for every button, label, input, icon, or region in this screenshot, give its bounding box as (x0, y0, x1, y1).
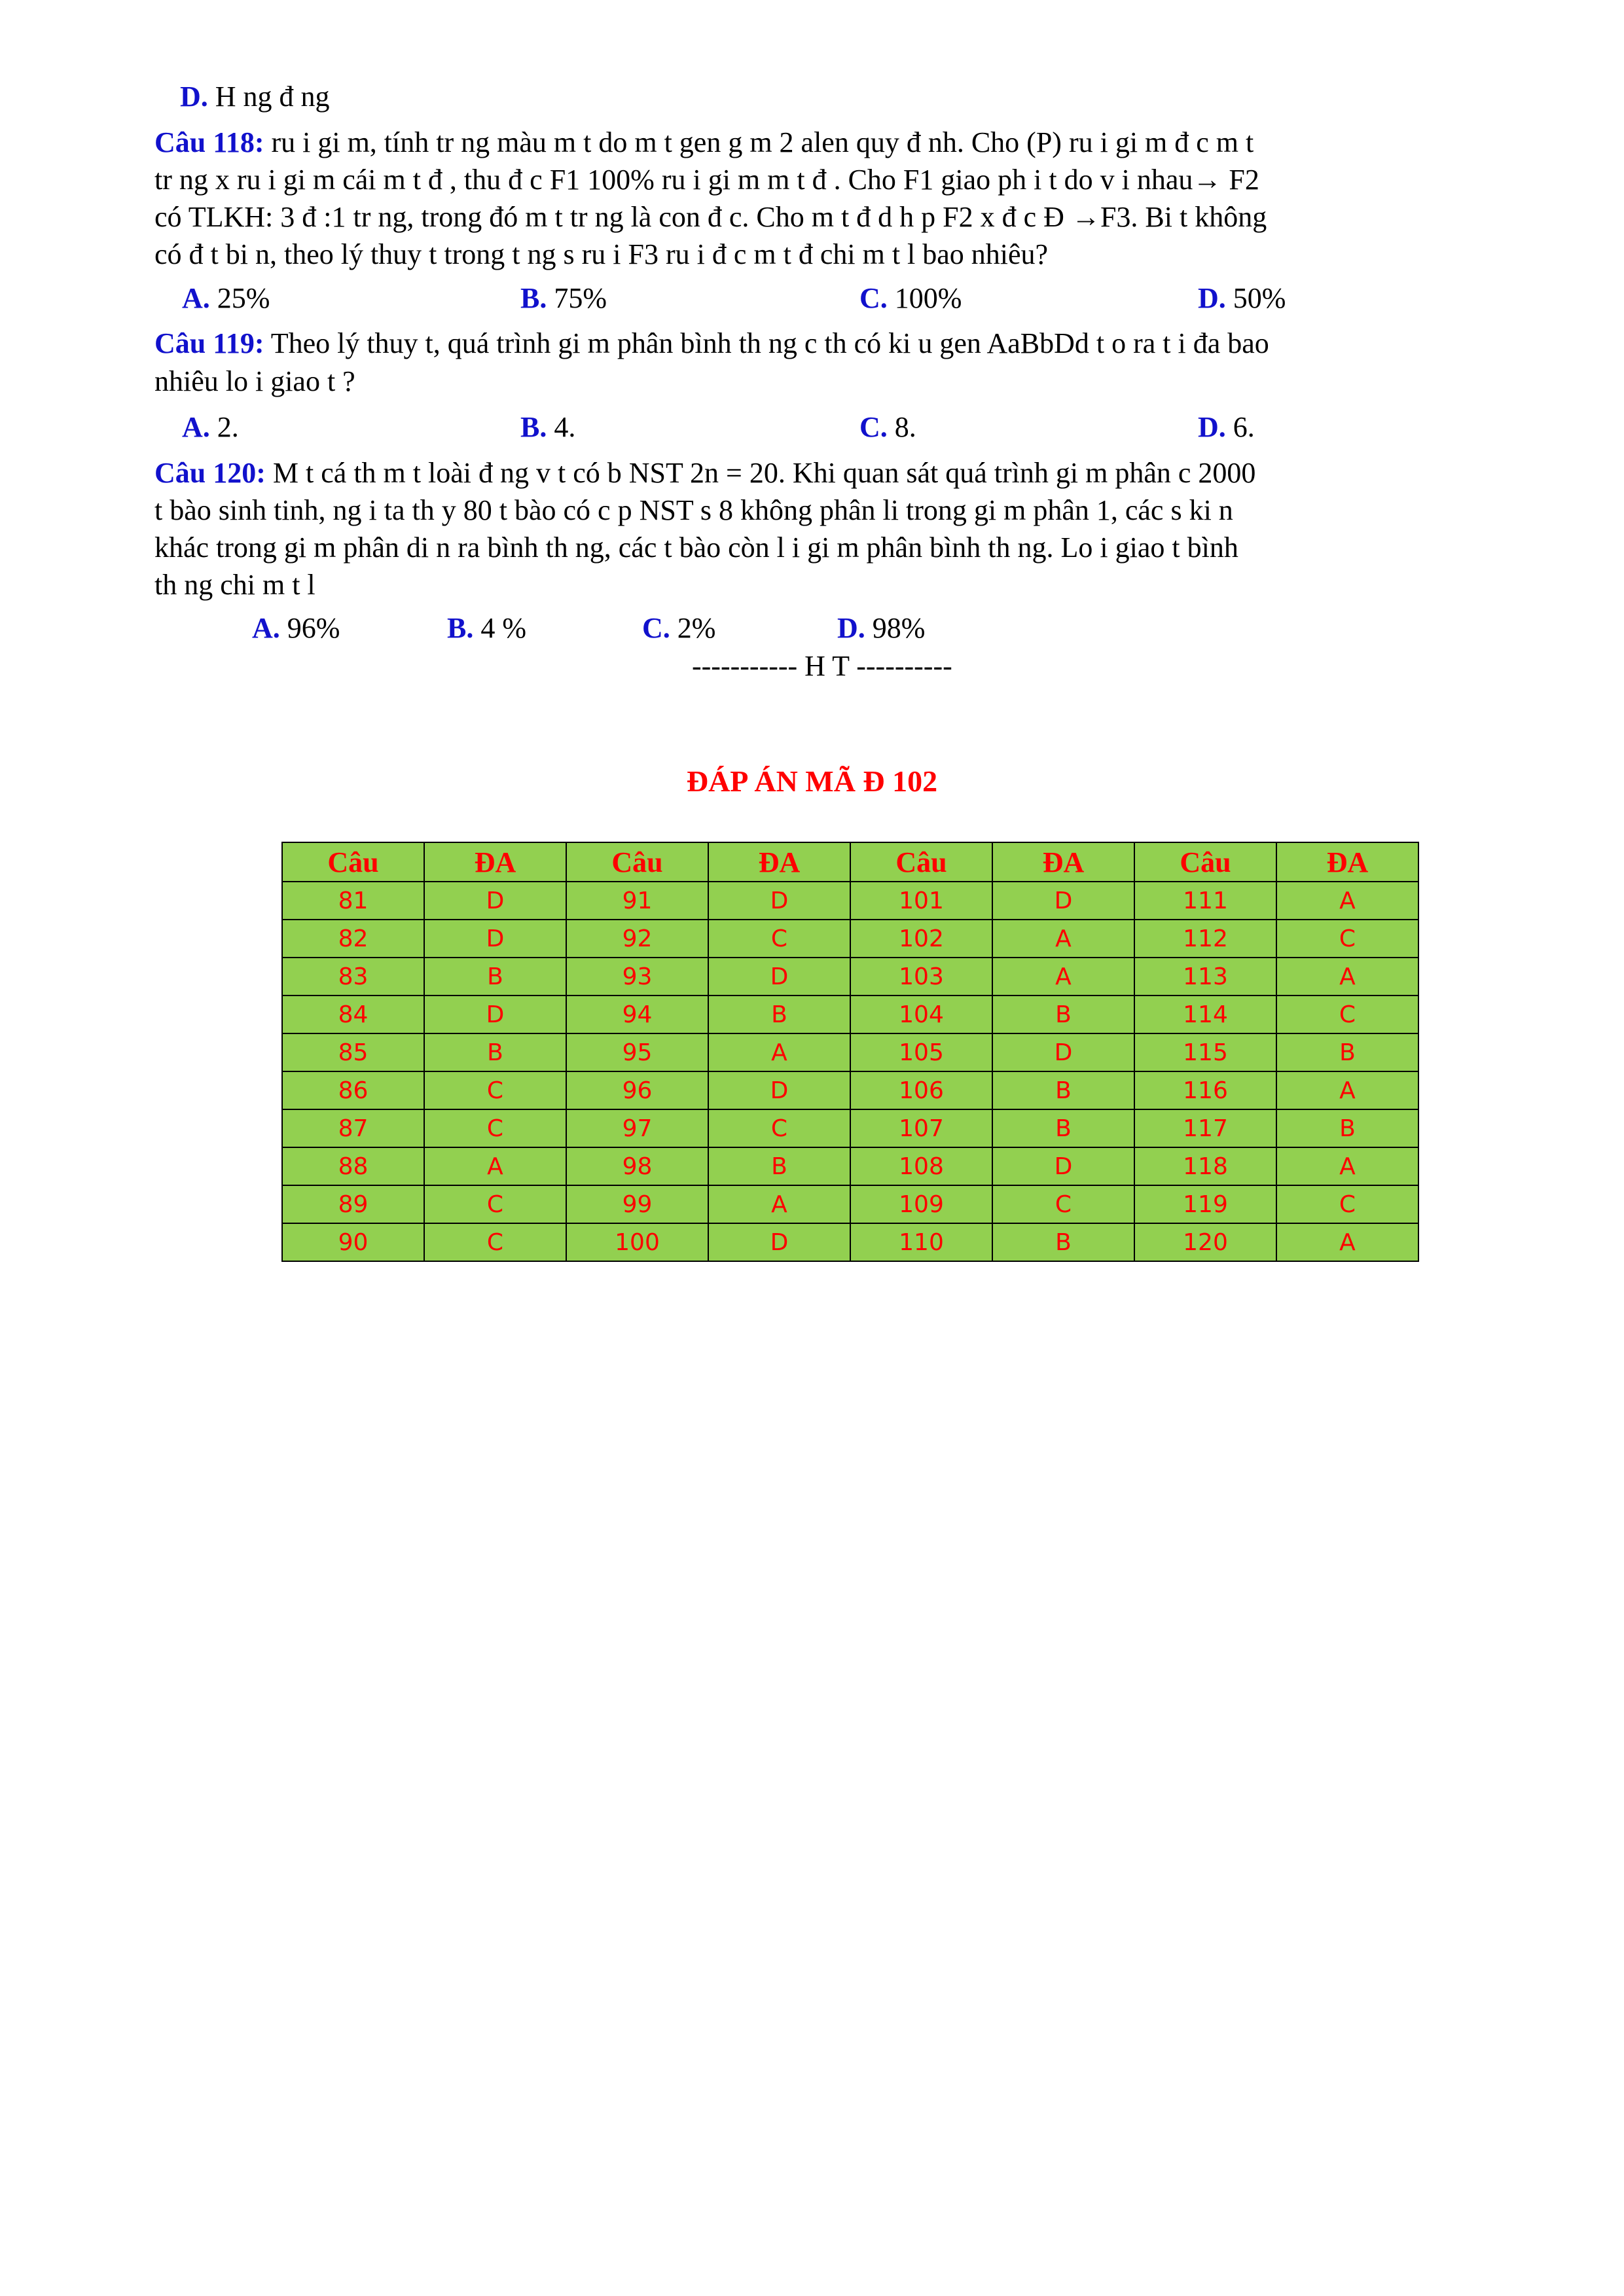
question-number-cell: 114 (1134, 996, 1276, 1033)
question-number-cell: 85 (282, 1033, 424, 1071)
q118-option-b (520, 280, 607, 317)
option-letter: C. (859, 411, 888, 443)
option-text: 4. (547, 411, 576, 443)
answer-cell: B (1276, 1109, 1418, 1147)
answer-key-title: ĐÁP ÁN MÃ Đ 102 (686, 764, 938, 798)
option-text: 100% (887, 282, 962, 314)
column-header: ĐA (424, 842, 566, 882)
q120-option-a (252, 610, 340, 647)
question-120-line-3 (154, 529, 1238, 566)
question-119-line-1 (154, 325, 1269, 362)
answer-cell: B (424, 1033, 566, 1071)
table-row (282, 920, 1418, 958)
q119-option-c (859, 409, 916, 446)
question-text: khác trong gi m phân di n ra bình th ng, các t bào còn l i gi m phân bình th ng. Lo i giao t bình (154, 531, 1238, 564)
option-letter: A. (182, 411, 210, 443)
question-label: Câu 120: (154, 457, 266, 489)
question-text: có TLKH: 3 đ :1 tr ng, trong đó m t tr ng là con đ c. Cho m t đ d h p F2 x đ c Đ →F3. Bi t không (154, 201, 1267, 233)
q120-option-d (837, 610, 925, 647)
question-number-cell: 98 (566, 1147, 708, 1185)
question-120-line-4 (154, 567, 316, 603)
answer-cell: C (424, 1109, 566, 1147)
question-number-cell: 107 (850, 1109, 992, 1147)
q118-option-d (1198, 280, 1286, 317)
q118-option-c (859, 280, 962, 317)
question-118-line-4 (154, 236, 1048, 273)
q118-option-a (182, 280, 270, 317)
table-row (282, 958, 1418, 996)
answer-cell: B (992, 1109, 1134, 1147)
table-row (282, 1223, 1418, 1261)
answer-cell: B (424, 958, 566, 996)
column-header: ĐA (1276, 842, 1418, 882)
option-letter: C. (859, 282, 888, 314)
answer-cell: D (708, 958, 850, 996)
table-row (282, 1109, 1418, 1147)
table-row (282, 1185, 1418, 1223)
column-header: ĐA (708, 842, 850, 882)
question-number-cell: 93 (566, 958, 708, 996)
answer-cell: C (424, 1071, 566, 1109)
option-letter: A. (252, 612, 280, 644)
question-number-cell: 99 (566, 1185, 708, 1223)
column-header: Câu (566, 842, 708, 882)
answer-cell: D (992, 1033, 1134, 1071)
question-text: nhiêu lo i giao t ? (154, 365, 355, 397)
q119-option-a (182, 409, 239, 446)
question-label: Câu 118: (154, 126, 264, 158)
question-text: ru i gi m, tính tr ng màu m t do m t gen g m 2 alen quy đ nh. Cho (P) ru i gi m đ c m t (264, 126, 1254, 158)
question-text: th ng chi m t l (154, 569, 316, 601)
question-number-cell: 113 (1134, 958, 1276, 996)
option-text: 8. (887, 411, 916, 443)
option-text: 6. (1225, 411, 1255, 443)
question-number-cell: 102 (850, 920, 992, 958)
answer-cell: D (424, 920, 566, 958)
question-label: Câu 119: (154, 327, 264, 359)
answer-cell: D (708, 1223, 850, 1261)
question-text: t bào sinh tinh, ng i ta th y 80 t bào có c p NST s 8 không phân li trong gi m phân 1, các s ki n (154, 494, 1233, 526)
option-text: 98% (865, 612, 926, 644)
option-text: 2% (670, 612, 716, 644)
answer-cell: C (1276, 920, 1418, 958)
question-number-cell: 87 (282, 1109, 424, 1147)
question-number-cell: 106 (850, 1071, 992, 1109)
option-text: 4 % (473, 612, 527, 644)
q120-option-b (447, 610, 526, 647)
column-header: Câu (1134, 842, 1276, 882)
answer-cell: A (992, 958, 1134, 996)
option-text: 50% (1225, 282, 1286, 314)
answer-cell: C (424, 1223, 566, 1261)
question-number-cell: 83 (282, 958, 424, 996)
question-text: M t cá th m t loài đ ng v t có b NST 2n = 20. Khi quan sát quá trình gi m phân c 2000 (265, 457, 1256, 489)
question-number-cell: 117 (1134, 1109, 1276, 1147)
answer-cell: B (708, 996, 850, 1033)
table-row (282, 1033, 1418, 1071)
question-118-line-1 (154, 124, 1254, 161)
answer-cell: D (992, 1147, 1134, 1185)
answer-key-table (281, 842, 1419, 1262)
option-letter: A. (182, 282, 210, 314)
question-number-cell: 81 (282, 882, 424, 920)
table-row (282, 996, 1418, 1033)
question-number-cell: 95 (566, 1033, 708, 1071)
q120-option-c (642, 610, 715, 647)
option-letter: D. (1198, 411, 1226, 443)
answer-cell: B (992, 1071, 1134, 1109)
answer-cell: D (424, 996, 566, 1033)
question-118-line-3 (154, 199, 1267, 236)
q119-option-b (520, 409, 575, 446)
question-number-cell: 108 (850, 1147, 992, 1185)
question-118-line-2 (154, 162, 1259, 198)
option-text: 75% (547, 282, 607, 314)
column-header: ĐA (992, 842, 1134, 882)
answer-cell: D (424, 882, 566, 920)
question-number-cell: 112 (1134, 920, 1276, 958)
answer-cell: A (1276, 882, 1418, 920)
question-number-cell: 92 (566, 920, 708, 958)
question-number-cell: 97 (566, 1109, 708, 1147)
option-letter: D. (837, 612, 865, 644)
answer-cell: C (1276, 1185, 1418, 1223)
table-row (282, 1071, 1418, 1109)
answer-cell: C (1276, 996, 1418, 1033)
question-120-line-2 (154, 492, 1233, 529)
question-number-cell: 94 (566, 996, 708, 1033)
answer-cell: A (424, 1147, 566, 1185)
question-number-cell: 89 (282, 1185, 424, 1223)
question-number-cell: 110 (850, 1223, 992, 1261)
question-number-cell: 88 (282, 1147, 424, 1185)
answer-cell: B (708, 1147, 850, 1185)
table-row (282, 882, 1418, 920)
question-number-cell: 100 (566, 1223, 708, 1261)
question-number-cell: 120 (1134, 1223, 1276, 1261)
question-120-line-1 (154, 455, 1255, 492)
question-number-cell: 84 (282, 996, 424, 1033)
option-letter: D. (180, 81, 208, 113)
option-text: 25% (209, 282, 270, 314)
question-number-cell: 90 (282, 1223, 424, 1261)
answer-cell: C (992, 1185, 1134, 1223)
answer-cell: A (1276, 1147, 1418, 1185)
answer-cell: A (1276, 1223, 1418, 1261)
question-number-cell: 116 (1134, 1071, 1276, 1109)
question-number-cell: 91 (566, 882, 708, 920)
option-letter: C. (642, 612, 670, 644)
question-number-cell: 103 (850, 958, 992, 996)
answer-cell: A (1276, 1071, 1418, 1109)
question-number-cell: 96 (566, 1071, 708, 1109)
option-letter: B. (447, 612, 474, 644)
option-text: 2. (209, 411, 239, 443)
answer-cell: A (708, 1033, 850, 1071)
answer-cell: D (708, 1071, 850, 1109)
question-number-cell: 104 (850, 996, 992, 1033)
answer-cell: C (708, 1109, 850, 1147)
question-number-cell: 111 (1134, 882, 1276, 920)
question-number-cell: 109 (850, 1185, 992, 1223)
answer-cell: C (708, 920, 850, 958)
answer-cell: A (1276, 958, 1418, 996)
question-119-line-2 (154, 363, 355, 400)
answer-cell: D (992, 882, 1134, 920)
question-number-cell: 101 (850, 882, 992, 920)
option-text: 96% (280, 612, 340, 644)
answer-table-body (282, 882, 1418, 1261)
table-header-row (282, 842, 1418, 882)
answer-cell: B (992, 996, 1134, 1033)
question-number-cell: 118 (1134, 1147, 1276, 1185)
answer-cell: D (708, 882, 850, 920)
question-number-cell: 119 (1134, 1185, 1276, 1223)
answer-cell: A (708, 1185, 850, 1223)
question-text: có đ t bi n, theo lý thuy t trong t ng s ru i F3 ru i đ c m t đ chi m t l bao nhiêu? (154, 238, 1049, 270)
option-letter: B. (520, 282, 547, 314)
answer-cell: A (992, 920, 1134, 958)
question-text: tr ng x ru i gi m cái m t đ , thu đ c F1 100% ru i gi m m t đ . Cho F1 giao ph i t do v i nhau→ F2 (154, 164, 1259, 196)
answer-cell: C (424, 1185, 566, 1223)
question-text: Theo lý thuy t, quá trình gi m phân bình th ng c th có ki u gen AaBbDd t o ra t i đa bao (264, 327, 1269, 359)
option-letter: B. (520, 411, 547, 443)
answer-cell: B (992, 1223, 1134, 1261)
question-number-cell: 115 (1134, 1033, 1276, 1071)
question-number-cell: 86 (282, 1071, 424, 1109)
answer-cell: B (1276, 1033, 1418, 1071)
column-header: Câu (282, 842, 424, 882)
q119-option-d (1198, 409, 1255, 446)
table-row (282, 1147, 1418, 1185)
column-header: Câu (850, 842, 992, 882)
end-marker: ----------- H T ---------- (692, 650, 952, 682)
option-letter: D. (1198, 282, 1226, 314)
prev-option-d (180, 79, 330, 115)
question-number-cell: 105 (850, 1033, 992, 1071)
question-number-cell: 82 (282, 920, 424, 958)
option-text: H ng đ ng (208, 81, 330, 113)
